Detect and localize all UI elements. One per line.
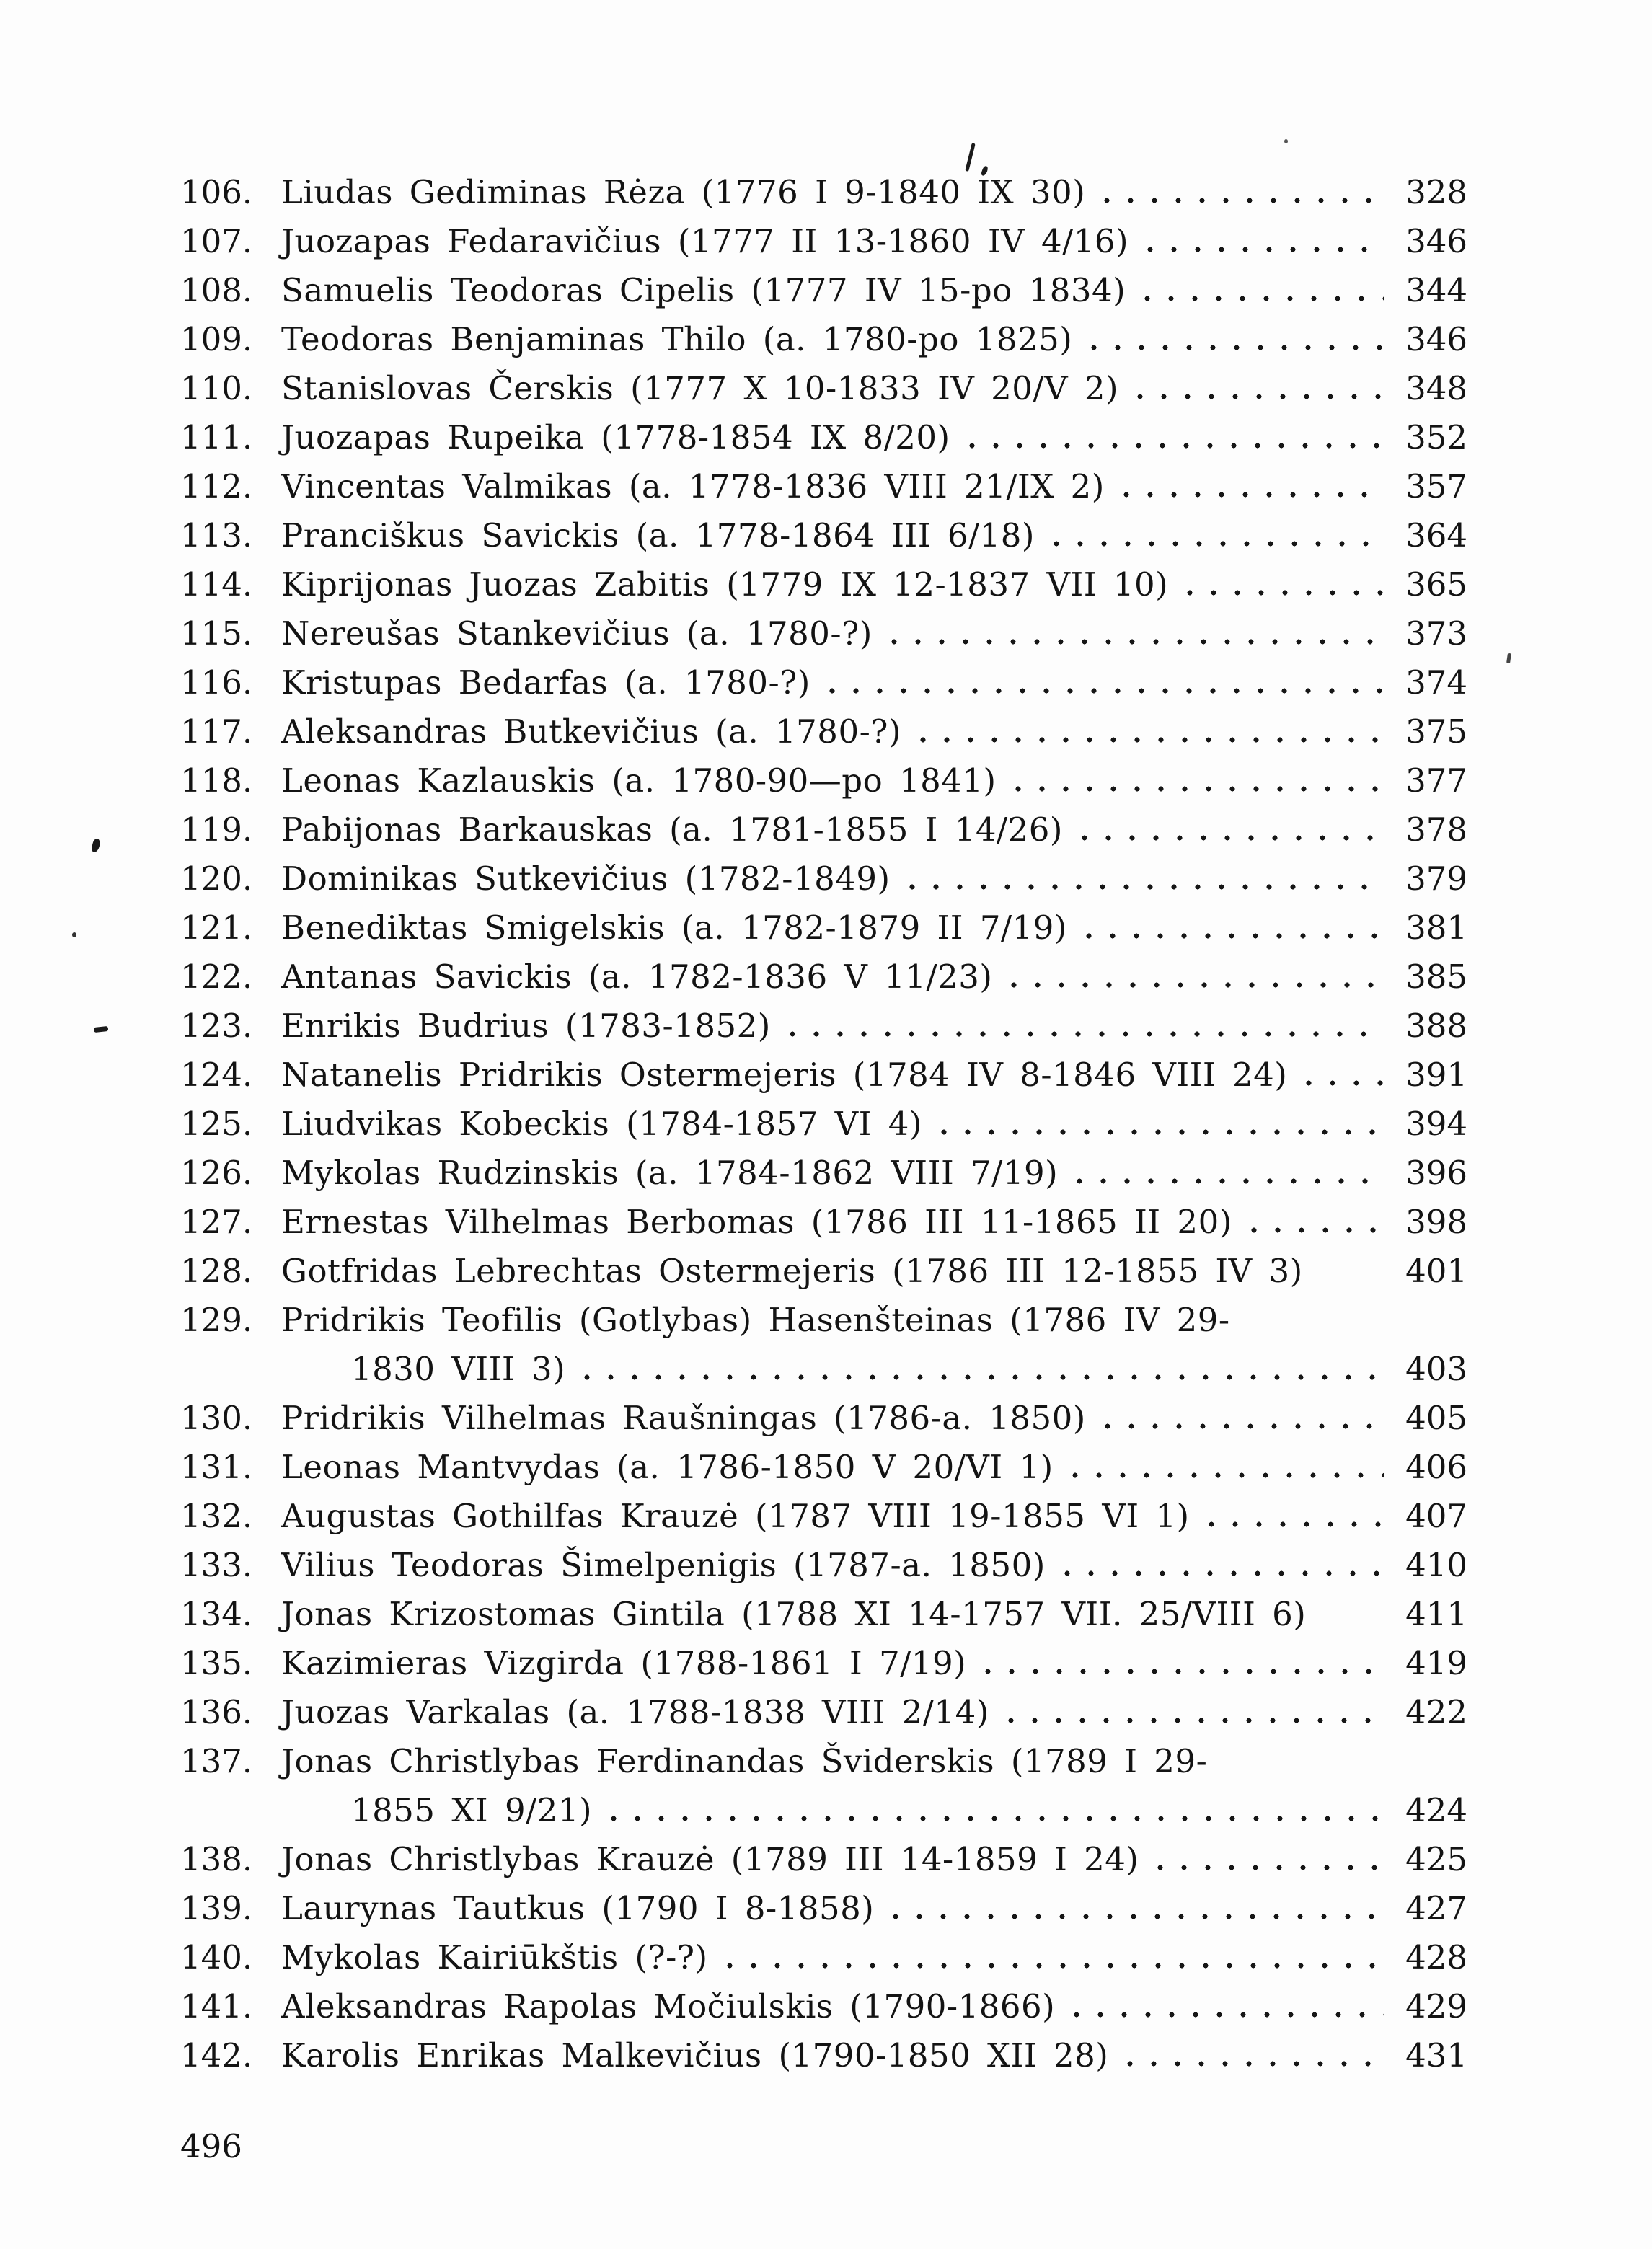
entry-page-number: 403 [1405, 1350, 1467, 1388]
entry-text: Ernestas Vilhelmas Berbomas (1786 III 11-1865 II 20) [281, 1203, 1232, 1241]
entry-text: Leonas Kazlauskis (a. 1780-90—po 1841) [281, 761, 997, 800]
entry-text: Benediktas Smigelskis (a. 1782-1879 II 7/19) [281, 909, 1067, 947]
entry-number: 142. [180, 2036, 253, 2075]
toc-entry-row [180, 1786, 1467, 1835]
dot-leader [1251, 1227, 1384, 1233]
ink-speck [72, 932, 76, 937]
entry-page-number: 385 [1405, 958, 1467, 996]
dot-leader [1123, 492, 1384, 498]
toc-entry-row [180, 1345, 1467, 1394]
dot-leader [1011, 982, 1384, 988]
entry-page-number: 391 [1405, 1056, 1467, 1094]
toc-entry-row [180, 1688, 1467, 1737]
dot-leader [1086, 933, 1384, 939]
dot-leader [1054, 541, 1384, 547]
entry-page-number: 422 [1405, 1693, 1467, 1731]
toc-entry-row [180, 560, 1467, 609]
dot-leader [1072, 1472, 1384, 1478]
dot-leader [1064, 1570, 1384, 1576]
toc-entry-row [180, 609, 1467, 658]
dot-leader [1325, 1620, 1384, 1625]
entry-text: Pridrikis Vilhelmas Raušningas (1786-a. 1850) [281, 1399, 1086, 1437]
toc-entry-row [180, 1982, 1467, 2031]
entry-page-number: 405 [1405, 1399, 1467, 1437]
entry-text: Samuelis Teodoras Cipelis (1777 IV 15-po 1834) [281, 271, 1126, 309]
entry-page-number: 394 [1405, 1105, 1467, 1143]
entry-text: Gotfridas Lebrechtas Ostermejeris (1786 III 12-1855 IV 3) [281, 1252, 1303, 1290]
entry-page-number: 375 [1405, 712, 1467, 751]
dot-leader [985, 1669, 1384, 1674]
entry-text: Vilius Teodoras Šimelpenigis (1787-a. 1850) [281, 1546, 1046, 1584]
toc-entry-row [180, 462, 1467, 511]
entry-page-number: 352 [1405, 418, 1467, 456]
entry-page-number: 424 [1405, 1791, 1467, 1829]
entry-number: 114. [180, 565, 253, 604]
entry-number: 121. [180, 909, 253, 947]
entry-number: 123. [180, 1007, 253, 1045]
entry-number: 128. [180, 1252, 253, 1290]
dot-leader [1127, 2061, 1384, 2067]
entry-text: Laurynas Tautkus (1790 I 8-1858) [281, 1889, 875, 1927]
toc-entry-row [180, 1884, 1467, 1933]
toc-entry-row [180, 1639, 1467, 1688]
toc-entry-row [180, 1002, 1467, 1051]
entry-number: 127. [180, 1203, 253, 1241]
entry-number: 135. [180, 1644, 253, 1682]
page-number: 496 [180, 2127, 242, 2165]
toc-entry-row [180, 1590, 1467, 1639]
toc-entry-row [180, 364, 1467, 413]
dot-leader [1147, 247, 1384, 252]
dot-leader [1322, 1276, 1384, 1282]
entry-number: 106. [180, 173, 253, 211]
dot-leader [893, 1914, 1384, 1919]
toc-list [180, 168, 1467, 2080]
dot-leader [1091, 345, 1384, 350]
toc-entry-row [180, 315, 1467, 364]
toc-entry-row [180, 953, 1467, 1002]
toc-entry-row [180, 1296, 1467, 1345]
entry-number: 113. [180, 516, 253, 554]
toc-entry-row [180, 658, 1467, 707]
entry-text: Stanislovas Čerskis (1777 X 10-1833 IV 20/V 2) [281, 369, 1119, 407]
entry-number: 130. [180, 1399, 253, 1437]
entry-text: Juozapas Rupeika (1778-1854 IX 8/20) [281, 418, 950, 456]
toc-entry-row [180, 1737, 1467, 1786]
entry-text: Liudas Gediminas Rėza (1776 I 9-1840 IX 30) [281, 173, 1086, 211]
toc-entry-row [180, 1394, 1467, 1443]
entry-text: Jonas Krizostomas Gintila (1788 XI 14-1757 VII. 25/VIII 6) [281, 1595, 1307, 1633]
toc-entry-row [180, 2031, 1467, 2080]
entry-number: 136. [180, 1693, 253, 1731]
entry-page-number: 357 [1405, 467, 1467, 505]
toc-entry-row [180, 1100, 1467, 1149]
dot-leader [1015, 786, 1384, 792]
entry-page-number: 407 [1405, 1497, 1467, 1535]
dot-leader [1077, 1178, 1384, 1184]
entry-text: Juozapas Fedaravičius (1777 II 13-1860 IV 4/16) [281, 222, 1129, 260]
entry-page-number: 346 [1405, 222, 1467, 260]
toc-entry-row [180, 903, 1467, 953]
ink-speck [91, 838, 101, 853]
entry-number: 129. [180, 1301, 253, 1339]
dot-leader [909, 884, 1384, 890]
toc-entry-row [180, 805, 1467, 854]
dot-leader [829, 688, 1384, 694]
ink-speck [1506, 653, 1511, 664]
dot-leader [1144, 296, 1384, 301]
toc-entry-row [180, 1443, 1467, 1492]
toc-entry-row [180, 168, 1467, 217]
entry-page-number: 428 [1405, 1938, 1467, 1976]
toc-entry-row [180, 854, 1467, 903]
entry-page-number: 396 [1405, 1154, 1467, 1192]
entry-page-number: 429 [1405, 1987, 1467, 2025]
entry-page-number: 378 [1405, 810, 1467, 849]
dot-leader [941, 1129, 1384, 1135]
entry-number: 125. [180, 1105, 253, 1143]
entry-text: Mykolas Kairiūkštis (?-?) [281, 1938, 708, 1976]
toc-entry-row [180, 1149, 1467, 1198]
entry-number: 141. [180, 1987, 253, 2025]
entry-page-number: 381 [1405, 909, 1467, 947]
toc-entry-row [180, 707, 1467, 756]
toc-entry-row [180, 756, 1467, 805]
entry-text: Aleksandras Butkevičius (a. 1780-?) [281, 712, 901, 751]
entry-number: 124. [180, 1056, 253, 1094]
entry-page-number: 427 [1405, 1889, 1467, 1927]
entry-page-number: 388 [1405, 1007, 1467, 1045]
entry-text: Leonas Mantvydas (a. 1786-1850 V 20/VI 1) [281, 1448, 1054, 1486]
entry-page-number: 328 [1405, 173, 1467, 211]
entry-page-number: 346 [1405, 320, 1467, 358]
toc-entry-row [180, 217, 1467, 266]
entry-text: Dominikas Sutkevičius (1782-1849) [281, 860, 891, 898]
dot-leader [969, 443, 1384, 449]
entry-text: Kristupas Bedarfas (a. 1780-?) [281, 663, 810, 702]
dot-leader [1157, 1865, 1384, 1870]
entry-text: Jonas Christlybas Ferdinandas Šviderskis (1789 I 29- [281, 1742, 1208, 1780]
dot-leader [891, 639, 1384, 645]
entry-number: 116. [180, 663, 253, 702]
dot-leader [1137, 394, 1384, 399]
toc-entry-row [180, 1835, 1467, 1884]
entry-page-number: 425 [1405, 1840, 1467, 1878]
entry-text: 1855 XI 9/21) [351, 1791, 593, 1829]
toc-entry-row [180, 1541, 1467, 1590]
entry-number: 122. [180, 958, 253, 996]
entry-number: 111. [180, 418, 253, 456]
entry-number: 107. [180, 222, 253, 260]
dot-leader [1187, 590, 1384, 596]
entry-number: 139. [180, 1889, 253, 1927]
entry-number: 115. [180, 614, 253, 653]
entry-number: 126. [180, 1154, 253, 1192]
entry-text: Jonas Christlybas Krauzė (1789 III 14-1859 I 24) [281, 1840, 1139, 1878]
entry-number: 119. [180, 810, 253, 849]
ink-speck [1284, 139, 1288, 143]
entry-text: Kiprijonas Juozas Zabitis (1779 IX 12-1837 VII 10) [281, 565, 1169, 604]
entry-page-number: 344 [1405, 271, 1467, 309]
entry-page-number: 406 [1405, 1448, 1467, 1486]
dot-leader [1105, 1423, 1384, 1429]
toc-entry-row [180, 1247, 1467, 1296]
entry-text: Nereušas Stankevičius (a. 1780-?) [281, 614, 873, 653]
dot-leader [1306, 1080, 1384, 1086]
entry-number: 140. [180, 1938, 253, 1976]
entry-text: Kazimieras Vizgirda (1788-1861 I 7/19) [281, 1644, 967, 1682]
entry-number: 133. [180, 1546, 253, 1584]
entry-number: 137. [180, 1742, 253, 1780]
toc-entry-row [180, 266, 1467, 315]
toc-entry-row [180, 1051, 1467, 1100]
entry-number: 131. [180, 1448, 253, 1486]
ink-speck [94, 1026, 109, 1033]
entry-page-number: 410 [1405, 1546, 1467, 1584]
entry-text: Antanas Savickis (a. 1782-1836 V 11/23) [281, 958, 993, 996]
entry-number: 109. [180, 320, 253, 358]
entry-text: Mykolas Rudzinskis (a. 1784-1862 VIII 7/19) [281, 1154, 1059, 1192]
dot-leader [727, 1963, 1384, 1969]
entry-number: 132. [180, 1497, 253, 1535]
entry-text: Enrikis Budrius (1783-1852) [281, 1007, 771, 1045]
entry-number: 117. [180, 712, 253, 751]
entry-number: 112. [180, 467, 253, 505]
dot-leader [584, 1374, 1384, 1380]
entry-text: Juozas Varkalas (a. 1788-1838 VIII 2/14) [281, 1693, 989, 1731]
entry-number: 110. [180, 369, 253, 407]
dot-leader [1082, 835, 1384, 841]
entry-page-number: 379 [1405, 860, 1467, 898]
dot-leader [1209, 1521, 1384, 1527]
toc-entry-row [180, 1198, 1467, 1247]
entry-page-number: 373 [1405, 614, 1467, 653]
entry-text: Karolis Enrikas Malkevičius (1790-1850 XII 28) [281, 2036, 1109, 2075]
entry-page-number: 348 [1405, 369, 1467, 407]
entry-text: Vincentas Valmikas (a. 1778-1836 VIII 21/IX 2) [281, 467, 1105, 505]
entry-number: 118. [180, 761, 253, 800]
entry-page-number: 377 [1405, 761, 1467, 800]
dot-leader [1008, 1718, 1384, 1723]
entry-page-number: 431 [1405, 2036, 1467, 2075]
entry-page-number: 374 [1405, 663, 1467, 702]
entry-number: 120. [180, 860, 253, 898]
entry-page-number: 401 [1405, 1252, 1467, 1290]
entry-text: Aleksandras Rapolas Močiulskis (1790-1866) [281, 1987, 1056, 2025]
toc-entry-row [180, 1933, 1467, 1982]
entry-text: Pranciškus Savickis (a. 1778-1864 III 6/18) [281, 516, 1035, 554]
entry-text: Teodoras Benjaminas Thilo (a. 1780-po 1825) [281, 320, 1073, 358]
entry-text: 1830 VIII 3) [351, 1350, 566, 1388]
entry-text: Natanelis Pridrikis Ostermejeris (1784 IV 8-1846 VIII 24) [281, 1056, 1288, 1094]
ink-speck [965, 143, 976, 172]
dot-leader [1074, 2012, 1384, 2018]
entry-page-number: 398 [1405, 1203, 1467, 1241]
entry-number: 108. [180, 271, 253, 309]
toc-entry-row [180, 1492, 1467, 1541]
entry-text: Liudvikas Kobeckis (1784-1857 VI 4) [281, 1105, 922, 1143]
entry-text: Pridrikis Teofilis (Gotlybas) Hasenšteinas (1786 IV 29- [281, 1301, 1230, 1339]
entry-text: Augustas Gothilfas Krauzė (1787 VIII 19-1855 VI 1) [281, 1497, 1190, 1535]
entry-page-number: 364 [1405, 516, 1467, 554]
toc-entry-row [180, 511, 1467, 560]
dot-leader [1104, 198, 1384, 203]
entry-text: Pabijonas Barkauskas (a. 1781-1855 I 14/26) [281, 810, 1063, 849]
dot-leader [790, 1031, 1384, 1037]
entry-number: 138. [180, 1840, 253, 1878]
dot-leader [611, 1816, 1384, 1821]
entry-page-number: 365 [1405, 565, 1467, 604]
entry-page-number: 411 [1405, 1595, 1467, 1633]
toc-entry-row [180, 413, 1467, 462]
entry-number: 134. [180, 1595, 253, 1633]
dot-leader [920, 737, 1384, 743]
entry-page-number: 419 [1405, 1644, 1467, 1682]
